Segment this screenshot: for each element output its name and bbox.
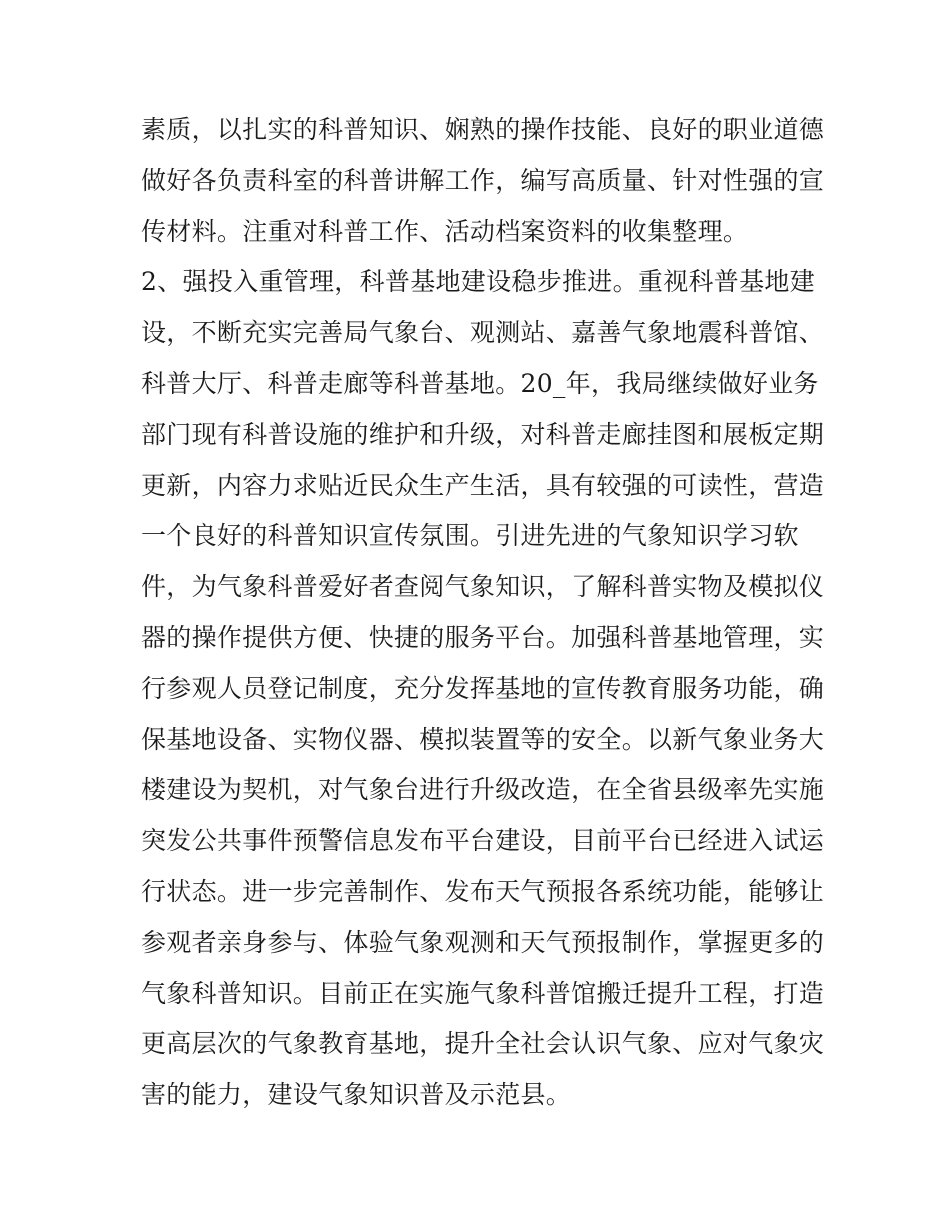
text-line: 科普大厅、科普走廊等科普基地。20_年，我局继续做好业务 [141, 368, 819, 398]
text-line: 传材料。注重对科普工作、活动档案资料的收集整理。 [141, 216, 749, 246]
text-line: 做好各负责科室的科普讲解工作，编写高质量、针对性强的宣 [141, 165, 825, 195]
text-line: 件，为气象科普爱好者查阅气象知识，了解科普实物及模拟仪 [141, 572, 825, 602]
text-line: 器的操作提供方便、快捷的服务平台。加强科普基地管理，实 [141, 622, 825, 652]
body-text [141, 105, 825, 1121]
text-line: 行状态。进一步完善制作、发布天气预报各系统功能，能够让 [141, 876, 825, 906]
text-line: 楼建设为契机，对气象台进行升级改造，在全省县级率先实施 [141, 775, 825, 805]
text-line: 2、强投入重管理，科普基地建设稳步推进。重视科普基地建 [141, 267, 816, 297]
text-line: 突发公共事件预警信息发布平台建设，目前平台已经进入试运 [141, 826, 825, 856]
text-line: 设，不断充实完善局气象台、观测站、嘉善气象地震科普馆、 [141, 318, 825, 348]
text-line: 害的能力，建设气象知识普及示范县。 [141, 1080, 572, 1110]
text-line: 素质，以扎实的科普知识、娴熟的操作技能、良好的职业道德 [141, 115, 825, 144]
text-line: 更新，内容力求贴近民众生产生活，具有较强的可读性，营造 [141, 470, 825, 500]
text-line: 行参观人员登记制度，充分发挥基地的宣传教育服务功能，确 [141, 673, 825, 703]
text-line: 更高层次的气象教育基地，提升全社会认识气象、应对气象灾 [141, 1029, 825, 1059]
text-line: 保基地设备、实物仪器、模拟装置等的安全。以新气象业务大 [141, 724, 825, 754]
text-line: 参观者亲身参与、体验气象观测和天气预报制作，掌握更多的 [141, 927, 825, 957]
text-line: 一个良好的科普知识宣传氛围。引进先进的气象知识学习软 [141, 521, 799, 551]
text-line: 气象科普知识。目前正在实施气象科普馆搬迁提升工程，打造 [141, 978, 825, 1008]
text-line: 部门现有科普设施的维护和升级，对科普走廊挂图和展板定期 [141, 419, 825, 449]
